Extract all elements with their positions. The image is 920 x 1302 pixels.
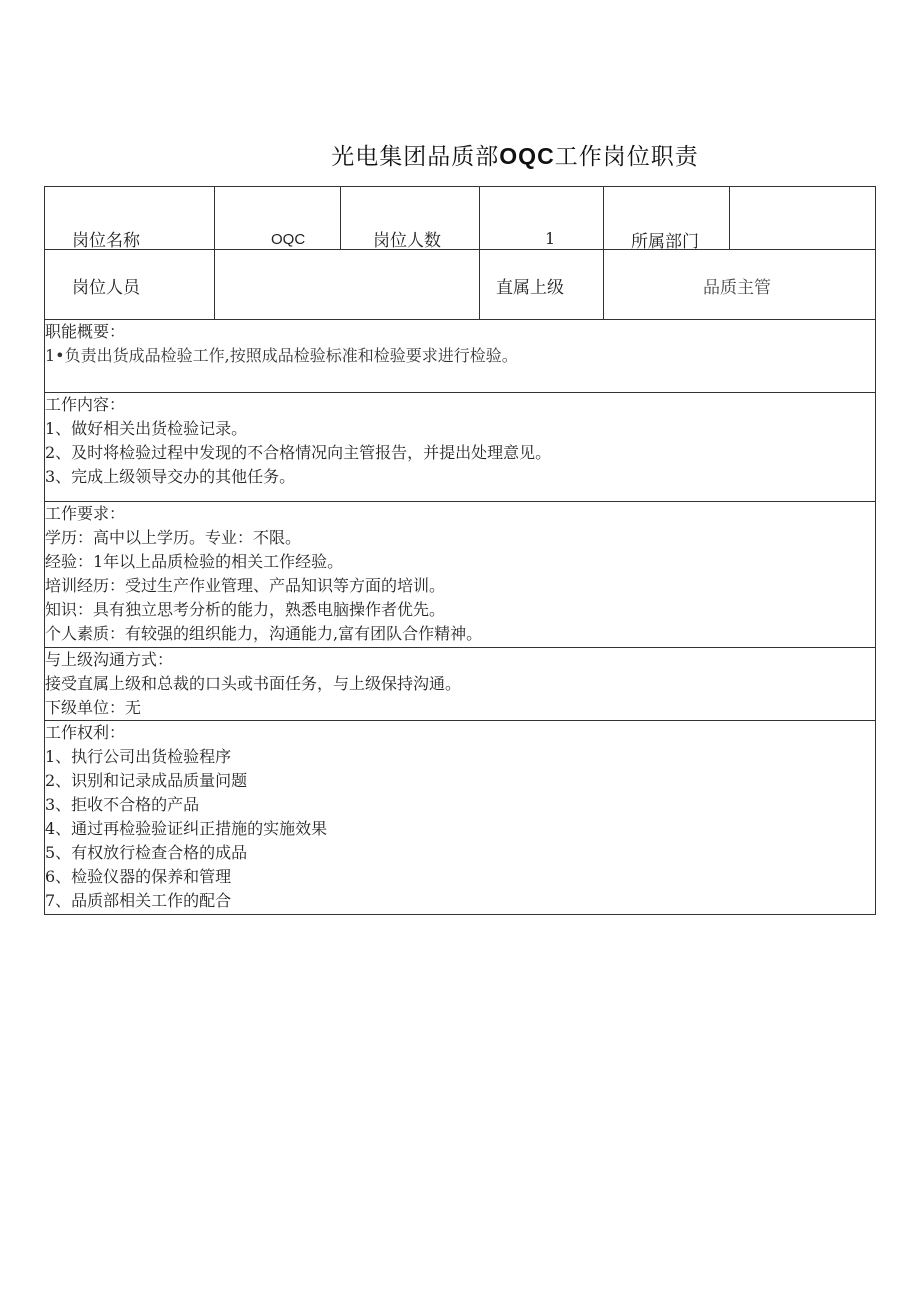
department-label: 所属部门 (631, 232, 699, 252)
staff-label: 岗位人员 (72, 278, 140, 298)
section-heading: 工作权利： (45, 723, 126, 742)
headcount-label: 岗位人数 (373, 231, 441, 251)
list-item: 3、完成上级领导交办的其他任务。 (45, 467, 296, 486)
rights-section (45, 721, 873, 913)
section-heading: 与上级沟通方式： (45, 650, 174, 669)
divider (603, 186, 604, 319)
list-item: 3、拒收不合格的产品 (45, 795, 200, 814)
communication-section (45, 648, 873, 720)
list-item: 知识：具有独立思考分析的能力，熟悉电脑操作者优先。 (45, 600, 446, 619)
section-heading: 工作内容： (45, 395, 126, 414)
content-section (45, 393, 873, 489)
list-item: 4、通过再检验验证纠正措施的实施效果 (45, 819, 328, 838)
list-item: 2、识别和记录成品质量问题 (45, 771, 248, 790)
list-item: 经验：1年以上品质检验的相关工作经验。 (45, 552, 344, 571)
page-title: 光电集团品质部OQC工作岗位职责 (331, 143, 699, 170)
section-heading: 工作要求： (45, 504, 126, 523)
list-item: 7、品质部相关工作的配合 (45, 891, 232, 910)
list-item: 6、检验仪器的保养和管理 (45, 867, 232, 886)
position-name-label: 岗位名称 (72, 231, 140, 251)
list-item: 培训经历：受过生产作业管理、产品知识等方面的培训。 (45, 576, 446, 595)
list-item: 2、及时将检验过程中发现的不合格情况向主管报告，并提出处理意见。 (45, 443, 552, 462)
requirements-section (45, 502, 873, 646)
section-heading: 职能概要： (45, 322, 126, 341)
list-item: 5、有权放行检查合格的成品 (45, 843, 248, 862)
list-item: 下级单位：无 (45, 698, 142, 717)
list-item: 接受直属上级和总裁的口头或书面任务，与上级保持沟通。 (45, 674, 462, 693)
list-item: 个人素质：有较强的组织能力，沟通能力,富有团队合作精神。 (45, 624, 483, 643)
list-item: 1•负责出货成品检验工作,按照成品检验标准和检验要求进行检验。 (45, 346, 518, 365)
overview-section (45, 320, 873, 368)
supervisor-label: 直属上级 (496, 278, 564, 298)
divider (44, 249, 876, 250)
divider (729, 186, 730, 250)
divider (214, 186, 215, 319)
headcount-value: 1 (545, 229, 556, 248)
divider (479, 186, 480, 319)
position-name-value: OQC (271, 231, 306, 248)
list-item: 1、执行公司出货检验程序 (45, 747, 232, 766)
supervisor-value: 品质主管 (703, 278, 771, 298)
divider (340, 186, 341, 250)
list-item: 学历：高中以上学历。专业：不限。 (45, 528, 302, 547)
list-item: 1、做好相关出货检验记录。 (45, 419, 248, 438)
